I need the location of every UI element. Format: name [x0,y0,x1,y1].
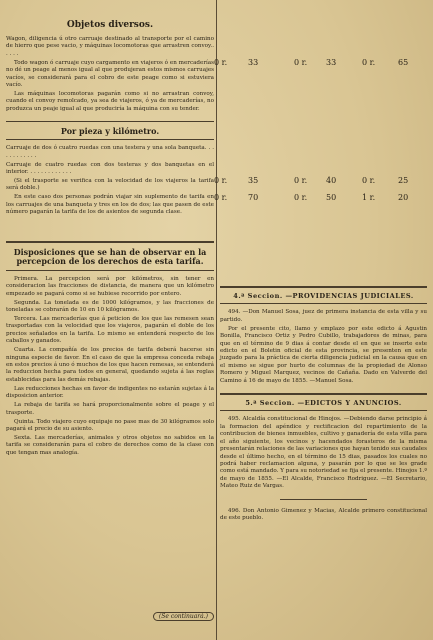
disposition-paragraph: Segunda. La tonelada es de 1000 kilógramos, y las fracciones de toneladas se cobrarán de 10 en 10 kilógramos. [6,299,214,313]
judicial-notice-paragraph: 494. —Don Manuel Sosa, juez de primera instancia de esta villa y su partido. [220,309,427,323]
section-5-title: 5.ª Seccion. —EDICTOS Y ANUNCIOS. [245,399,402,408]
rate-unit: 0 r. [294,58,308,67]
tariff-paragraph: Todo wagon ó carruaje cuyo cargamento en viajeros ó en mercaderías no dé un peage al menos igual al que produjeran estos mismos carruajes vacíos, se considerará para el cobro de este peage como si estuviera vacío. [6,59,214,89]
tariff-title: Objetos diversos. [66,20,154,30]
rate-value: 33 [326,58,337,67]
disposition-paragraph: Quinta. Todo viajero cuyo equipaje no pase mas de 30 kilógramos solo pagará el precio de su asiento. [6,418,214,432]
rate-value: 33 [248,58,259,67]
rate-value: 70 [248,193,259,202]
rate-value: 25 [398,176,409,185]
per-distance-title: Por pieza y kilómetro. [60,126,160,137]
rate-unit: 0 r. [214,193,228,202]
rate-unit: 0 r. [294,193,308,202]
rate-unit: 0 r. [214,58,228,67]
rate-value: 20 [398,193,409,202]
dispositions-title: Disposiciones que se han de observar en la percepcion de los derechos de esta tarifa. [13,246,207,266]
disposition-paragraph: La rebaja de tarifa se hará proporcionalmente sobre el peage y el trasporte. [6,402,214,416]
per-distance-paragraph: Carruaje de dos ó cuatro ruedas con una testera y una sola banqueta. . . . . . . . . . . . [6,145,214,159]
continued-label: (Se continuará.) [153,612,214,621]
rate-value: 35 [248,176,259,185]
tariff-paragraph: Las máquinas locomotoras pagarán como si no arrastran convoy, cuando el convoy remolcado, ya sea de viajeros, ó ya de mercaderías, no produzca un peaje igual al que produciría la máquina con su tender. [6,91,214,112]
divider [6,139,214,140]
rate-unit: 0 r. [214,176,228,185]
right-column [220,286,427,524]
per-distance-paragraph: En este caso dos personas podrán viajar sin suplemento de tarifa en los carruajes de una banqueta y tres en los de dos; las que pasen de este número pagarán la tarifa de los de asientos de segunda clase. [6,194,214,216]
rate-row [212,176,428,186]
disposition-paragraph: Primera. La percepcion será por kilómetros, sin tener en consideracion las fracciones de distancia, de manera que un kilómetro empezado se pagará como si se hubiese recorrido por entero. [6,275,214,297]
edict-paragraph: 496. Don Antonio Gimenez y Macias, Alcalde primero constitucional de este pueblo. [220,507,427,521]
rate-value: 65 [398,58,409,67]
divider [220,286,427,288]
rate-value: 50 [326,193,337,202]
per-distance-paragraph: Carruaje de cuatro ruedas con dos testeras y dos banquetas en el interior. . . . . . . . . . . . . [6,161,214,176]
divider [280,499,367,500]
divider [220,303,427,304]
tariff-paragraph: Wagon, diligencia ú otro carruaje destinado al transporte por el camino de hierro que pese vacio, y máquinas locomotoras que arrastren convoy.. . . . . [6,36,214,57]
column-divider [216,0,217,640]
section-4-title: 4.ª Seccion. —PROVIDENCIAS JUDICIALES. [233,292,414,300]
rate-unit: 1 r. [362,193,376,202]
rate-unit: 0 r. [294,176,308,185]
divider [220,410,427,411]
disposition-paragraph: Sexta. Las mercaderías, animales y otros objetos no sabidos en la tarifa se considerarán para el cobro de derechos como de la clase con que tengan mas analogía. [6,434,214,456]
judicial-notice-paragraph: Por el presente cito, llamo y emplazo por este edicto á Agustin Bonilla, Francisco Ortiz y Pedro Cubillo, trabajadores de minas, para que en el término de 9 dias á contar desde el en que se inserte este edicto en el Boletin oficial de esta provincia, se presenten en este juzgado para la práctica de cierta diligencia judicial en la causa que en el mismo se sigue por hurto de columnas de la propiedad de Alonso Romero y Miguel Marquez, vecinos de Cañaña. Dado en Valverde del Camino á 16 de mayo de 1855. —Manuel Sosa. [220,325,427,384]
left-column [6,18,214,459]
rate-value: 40 [326,176,337,185]
rate-row [212,58,428,68]
continued-note [6,612,214,621]
divider [220,393,427,395]
rate-row [212,193,428,203]
divider [6,270,214,271]
disposition-paragraph: Tercera. Las mercaderías que á peticion de los que las remesen sean trasportadas con la velocidad que los viajeros, pagarán el doble de los precios señalados en la tarifa. Lo mismo se entenderá respecto de los caballos y ganados. [6,315,214,345]
rate-unit: 0 r. [362,58,376,67]
rate-unit: 0 r. [362,176,376,185]
divider [6,241,214,243]
disposition-paragraph: Cuarta. La compañía de los precios de tarifa deberá hacerse sin ninguna especie de favor. En el caso de que la empresa conceda rebaja en estos precios á uno ó muchos de los que hacen remesas, se entenderá la reduccion hecha para todos en general, quedando sujeta á las reglas establecidas para las demás rebajas. [6,347,214,383]
per-distance-paragraph: (Si el trasporte se verifica con la velocidad de los viajeros la tarifa será doble.) [6,178,214,192]
disposition-paragraph: Las reducciones hechas en favor de indigentes no estarán sujetas á la disposicion anterior. [6,385,214,400]
divider [6,121,214,122]
edict-paragraph: 495. Alcaldía constitucional de Hinojos. —Debiendo darse principio á la formacion del apéndice y rectificacion del repartimiento de la contribucion de bienes inmuebles, cultivo y ganadería de esta villa para el año siguiente, los vecinos y hacendados forasteros de la misma presentarán relaciones de las variaciones que hayan tenido sus caudales desde el último hecho, en el término de 15 dias, pasados los cuales no podrá haber reclamacion alguna, y pasarán por lo que se les grade como está mandado. Y para su notoriedad se fija el presente. Hinojos 1.º de mayo de 1855. —El Alcalde, Francisco Rodriguez. —El Secretario, Mateo Ruiz de Vargas. [220,416,427,490]
